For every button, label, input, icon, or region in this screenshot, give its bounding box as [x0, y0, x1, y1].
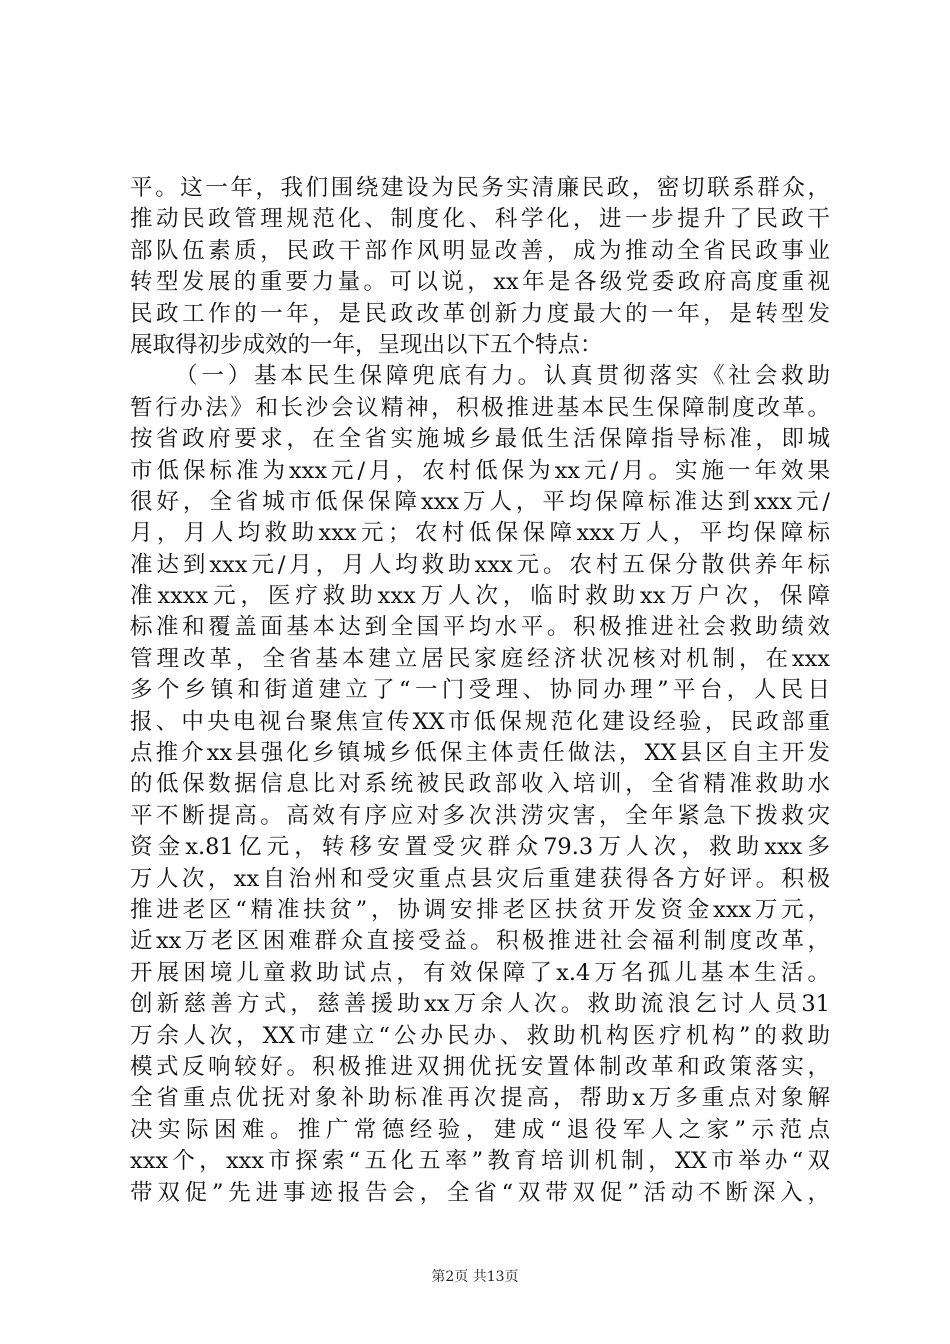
- text-line: 管理改革，全省基本建立居民家庭经济状况核对机制，在xxx: [130, 645, 830, 672]
- text-line: 民政工作的一年，是民政改革创新力度最大的一年，是转型发: [130, 300, 830, 327]
- text-line: 标准和覆盖面基本达到全国平均水平。积极推进社会救助绩效: [130, 614, 830, 641]
- text-line: 暂行办法》和长沙会议精神，积极推进基本民生保障制度改革。: [130, 394, 830, 421]
- text-line: 资金x.81亿元，转移安置受灾群众79.3万人次，救助xxx多: [130, 834, 830, 861]
- text-line: 全省重点优抚对象补助标准再次提高，帮助x万多重点对象解: [130, 1085, 830, 1112]
- text-line: 开展困境儿童救助试点，有效保障了x.4万名孤儿基本生活。: [130, 959, 830, 986]
- text-line: 准xxxx元，医疗救助xxx万人次，临时救助xx万户次，保障: [130, 583, 830, 610]
- text-line: 创新慈善方式，慈善援助xx万余人次。救助流浪乞讨人员31: [130, 991, 830, 1018]
- text-line: 万人次，xx自治州和受灾重点县灾后重建获得各方好评。积极: [130, 865, 830, 892]
- text-line: 万余人次，XX市建立“公办民办、救助机构医疗机构”的救助: [130, 1022, 830, 1049]
- text-line: 的低保数据信息比对系统被民政部收入培训，全省精准救助水: [130, 771, 830, 798]
- text-line: 推进老区“精准扶贫”，协调安排老区扶贫开发资金xxx万元，: [130, 896, 830, 923]
- paragraph-first-line: （一）基本民生保障兜底有力。认真贯彻落实《社会救助: [175, 363, 830, 390]
- text-line: 准达到xxx元/月，月人均救助xxx元。农村五保分散供养年标: [130, 551, 830, 578]
- text-line: 报、中央电视台聚焦宣传XX市低保规范化建设经验，民政部重: [130, 708, 830, 735]
- text-line: 近xx万老区困难群众直接受益。积极推进社会福利制度改革，: [130, 928, 830, 955]
- text-line: 很好，全省城市低保保障xxx万人，平均保障标准达到xxx元/: [130, 488, 830, 515]
- text-line: 平。这一年，我们围绕建设为民务实清廉民政，密切联系群众，: [130, 175, 830, 201]
- text-line: 模式反响较好。积极推进双拥优抚安置体制改革和政策落实，: [130, 1053, 830, 1080]
- text-line: 多个乡镇和街道建立了“一门受理、协同办理”平台，人民日: [130, 677, 830, 704]
- text-line: 市低保标准为xxx元/月，农村低保为xx元/月。实施一年效果: [130, 457, 830, 484]
- text-line: xxx个，xxx市探索“五化五率”教育培训机制，XX市举办“双: [130, 1148, 830, 1175]
- text-line: 点推介xx县强化乡镇城乡低保主体责任做法，XX县区自主开发: [130, 740, 830, 767]
- text-line: 部队伍素质，民政干部作风明显改善，成为推动全省民政事业: [130, 237, 830, 264]
- text-line: 决实际困难。推广常德经验，建成“退役军人之家”示范点: [130, 1116, 830, 1143]
- text-line: 推动民政管理规范化、制度化、科学化，进一步提升了民政干: [130, 206, 830, 233]
- document-body: [130, 173, 830, 1209]
- text-line: 展取得初步成效的一年，呈现出以下五个特点：: [130, 331, 603, 358]
- text-line: 带双促”先进事迹报告会，全省“双带双促”活动不断深入，: [130, 1179, 830, 1206]
- text-line: 平不断提高。高效有序应对多次洪涝灾害，全年紧急下拨救灾: [130, 802, 830, 829]
- text-line: 转型发展的重要力量。可以说，xx年是各级党委政府高度重视: [130, 269, 830, 296]
- text-line: 月，月人均救助xxx元；农村低保保障xxx万人，平均保障标: [130, 520, 830, 547]
- text-line: 按省政府要求，在全省实施城乡最低生活保障指导标准，即城: [130, 426, 830, 453]
- page-footer: 第2页 共13页: [431, 1269, 519, 1285]
